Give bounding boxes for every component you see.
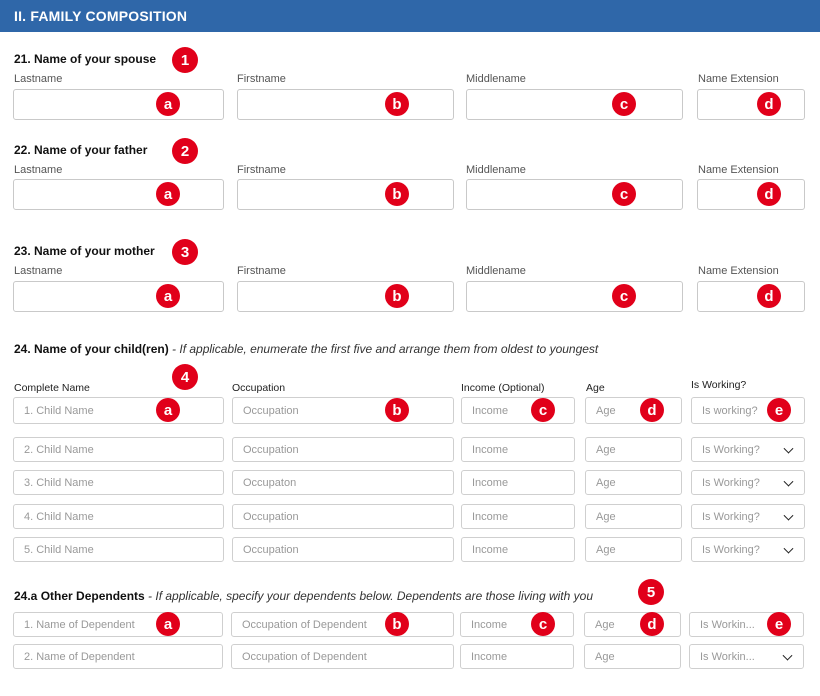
mother-firstname-input[interactable] xyxy=(237,281,454,312)
child-4-occupation-placeholder: Occupation xyxy=(243,510,299,523)
mother-extension-label: Name Extension xyxy=(698,265,779,277)
child-3-name-input[interactable] xyxy=(13,470,224,495)
spouse-firstname-label: Firstname xyxy=(237,73,286,85)
child-2-age-input[interactable] xyxy=(585,437,682,462)
spouse-middlename-label: Middlename xyxy=(466,73,526,85)
child-5-working-value: Is Working? xyxy=(702,543,760,556)
dependent-1-occupation-input[interactable] xyxy=(231,612,454,637)
section-title: II. FAMILY COMPOSITION xyxy=(14,8,188,24)
col-complete-name: Complete Name xyxy=(14,382,90,394)
child-5-age-placeholder: Age xyxy=(596,543,616,556)
dependent-2-income-input[interactable] xyxy=(460,644,574,669)
spouse-extension-label: Name Extension xyxy=(698,73,779,85)
dependent-1-income-input[interactable] xyxy=(460,612,574,637)
child-5-working-select[interactable] xyxy=(691,537,805,562)
child-2-income-placeholder: Income xyxy=(472,443,509,456)
section-header xyxy=(0,0,820,32)
badge-e: e xyxy=(767,398,791,422)
child-5-age-input[interactable] xyxy=(585,537,682,562)
child-3-income-input[interactable] xyxy=(461,470,575,495)
child-5-name-placeholder: 5. Child Name xyxy=(24,543,94,556)
chevron-down-icon xyxy=(783,650,793,660)
badge-b: b xyxy=(385,284,409,308)
col-age: Age xyxy=(586,382,605,394)
dependent-1-age-input[interactable] xyxy=(584,612,681,637)
father-firstname-label: Firstname xyxy=(237,164,286,176)
child-1-name-placeholder: 1. Child Name xyxy=(24,404,94,417)
child-5-occupation-input[interactable] xyxy=(232,537,454,562)
child-4-name-input[interactable] xyxy=(13,504,224,529)
col-income: Income (Optional) xyxy=(461,382,545,394)
badge-a: a xyxy=(156,612,180,636)
badge-a: a xyxy=(156,398,180,422)
father-extension-label: Name Extension xyxy=(698,164,779,176)
badge-a: a xyxy=(156,284,180,308)
spouse-extension-input[interactable] xyxy=(697,89,805,120)
child-4-working-select[interactable] xyxy=(691,504,805,529)
father-lastname-input[interactable] xyxy=(13,179,224,210)
mother-lastname-label: Lastname xyxy=(14,265,63,277)
father-middlename-label: Middlename xyxy=(466,164,526,176)
child-5-occupation-placeholder: Occupation xyxy=(243,543,299,556)
badge-d: d xyxy=(640,612,664,636)
badge-d: d xyxy=(757,92,781,116)
child-1-occupation-placeholder: Occupation xyxy=(243,404,299,417)
child-3-working-select[interactable] xyxy=(691,470,805,495)
father-title: 22. Name of your father xyxy=(14,143,148,157)
dependent-1-age-placeholder: Age xyxy=(595,618,615,631)
child-1-working-placeholder: Is working? xyxy=(702,404,758,417)
child-4-income-placeholder: Income xyxy=(472,510,509,523)
badge-e: e xyxy=(767,612,791,636)
dependent-2-age-input[interactable] xyxy=(584,644,681,669)
child-3-name-placeholder: 3. Child Name xyxy=(24,476,94,489)
child-1-occupation-input[interactable] xyxy=(232,397,454,424)
spouse-middlename-input[interactable] xyxy=(466,89,683,120)
dependents-number-badge: 5 xyxy=(638,579,664,605)
spouse-lastname-label: Lastname xyxy=(14,73,63,85)
child-4-age-placeholder: Age xyxy=(596,510,616,523)
chevron-down-icon xyxy=(784,476,794,486)
children-note: - If applicable, enumerate the first five and arrange them from oldest to youngest xyxy=(168,342,599,356)
children-title-text: 24. Name of your child(ren) xyxy=(14,342,169,356)
badge-d: d xyxy=(757,182,781,206)
badge-b: b xyxy=(385,182,409,206)
child-3-occupation-placeholder: Occupaton xyxy=(243,476,297,489)
child-1-age-placeholder: Age xyxy=(596,404,616,417)
child-5-name-input[interactable] xyxy=(13,537,224,562)
father-extension-input[interactable] xyxy=(697,179,805,210)
child-5-income-placeholder: Income xyxy=(472,543,509,556)
badge-a: a xyxy=(156,182,180,206)
child-2-income-input[interactable] xyxy=(461,437,575,462)
child-3-age-input[interactable] xyxy=(585,470,682,495)
child-1-name-input[interactable] xyxy=(13,397,224,424)
chevron-down-icon xyxy=(784,510,794,520)
dependent-2-working-value: Is Workin... xyxy=(700,650,755,663)
dependent-2-working-select[interactable] xyxy=(689,644,804,669)
dependent-2-age-placeholder: Age xyxy=(595,650,615,663)
spouse-firstname-input[interactable] xyxy=(237,89,454,120)
mother-middlename-input[interactable] xyxy=(466,281,683,312)
child-3-occupation-input[interactable] xyxy=(232,470,454,495)
dependents-title xyxy=(14,589,593,603)
father-middlename-input[interactable] xyxy=(466,179,683,210)
badge-d: d xyxy=(640,398,664,422)
badge-c: c xyxy=(531,398,555,422)
mother-extension-input[interactable] xyxy=(697,281,805,312)
mother-firstname-label: Firstname xyxy=(237,265,286,277)
spouse-number-badge: 1 xyxy=(172,47,198,73)
child-2-occupation-input[interactable] xyxy=(232,437,454,462)
child-4-occupation-input[interactable] xyxy=(232,504,454,529)
col-occupation: Occupation xyxy=(232,382,286,394)
chevron-down-icon xyxy=(784,443,794,453)
mother-number-badge: 3 xyxy=(172,239,198,265)
badge-c: c xyxy=(531,612,555,636)
child-4-name-placeholder: 4. Child Name xyxy=(24,510,94,523)
dependent-2-name-placeholder: 2. Name of Dependent xyxy=(24,650,135,663)
child-4-working-value: Is Working? xyxy=(702,510,760,523)
child-1-income-input[interactable] xyxy=(461,397,575,424)
father-number-badge: 2 xyxy=(172,138,198,164)
dependent-1-working-placeholder: Is Workin... xyxy=(700,618,755,631)
child-2-working-select[interactable] xyxy=(691,437,805,462)
father-lastname-label: Lastname xyxy=(14,164,63,176)
children-title xyxy=(14,342,598,356)
child-2-name-placeholder: 2. Child Name xyxy=(24,443,94,456)
badge-b: b xyxy=(385,612,409,636)
badge-d: d xyxy=(757,284,781,308)
mother-lastname-input[interactable] xyxy=(13,281,224,312)
dependents-title-text: 24.a Other Dependents xyxy=(14,589,145,603)
children-number-badge: 4 xyxy=(172,364,198,390)
child-1-income-placeholder: Income xyxy=(472,404,509,417)
chevron-down-icon xyxy=(784,543,794,553)
child-5-income-input[interactable] xyxy=(461,537,575,562)
badge-a: a xyxy=(156,92,180,116)
dependent-1-name-placeholder: 1. Name of Dependent xyxy=(24,618,135,631)
spouse-title: 21. Name of your spouse xyxy=(14,52,157,66)
child-2-working-value: Is Working? xyxy=(702,443,760,456)
mother-middlename-label: Middlename xyxy=(466,265,526,277)
badge-c: c xyxy=(612,92,636,116)
badge-b: b xyxy=(385,92,409,116)
dependent-2-occupation-placeholder: Occupation of Dependent xyxy=(242,650,367,663)
badge-c: c xyxy=(612,284,636,308)
child-3-working-value: Is Working? xyxy=(702,476,760,489)
child-2-occupation-placeholder: Occupation xyxy=(243,443,299,456)
dependent-1-income-placeholder: Income xyxy=(471,618,508,631)
dependent-2-name-input[interactable] xyxy=(13,644,223,669)
child-2-age-placeholder: Age xyxy=(596,443,616,456)
child-2-name-input[interactable] xyxy=(13,437,224,462)
badge-c: c xyxy=(612,182,636,206)
spouse-lastname-input[interactable] xyxy=(13,89,224,120)
child-1-age-input[interactable] xyxy=(585,397,682,424)
dependents-note: - If applicable, specify your dependents below. Dependents are those living with you xyxy=(144,589,593,603)
dependent-1-name-input[interactable] xyxy=(13,612,223,637)
child-3-income-placeholder: Income xyxy=(472,476,509,489)
dependent-1-occupation-placeholder: Occupation of Dependent xyxy=(242,618,367,631)
col-is-working: Is Working? xyxy=(691,379,747,391)
father-firstname-input[interactable] xyxy=(237,179,454,210)
dependent-2-income-placeholder: Income xyxy=(471,650,508,663)
badge-b: b xyxy=(385,398,409,422)
mother-title: 23. Name of your mother xyxy=(14,244,155,258)
dependent-2-occupation-input[interactable] xyxy=(231,644,454,669)
child-4-income-input[interactable] xyxy=(461,504,575,529)
child-4-age-input[interactable] xyxy=(585,504,682,529)
child-3-age-placeholder: Age xyxy=(596,476,616,489)
